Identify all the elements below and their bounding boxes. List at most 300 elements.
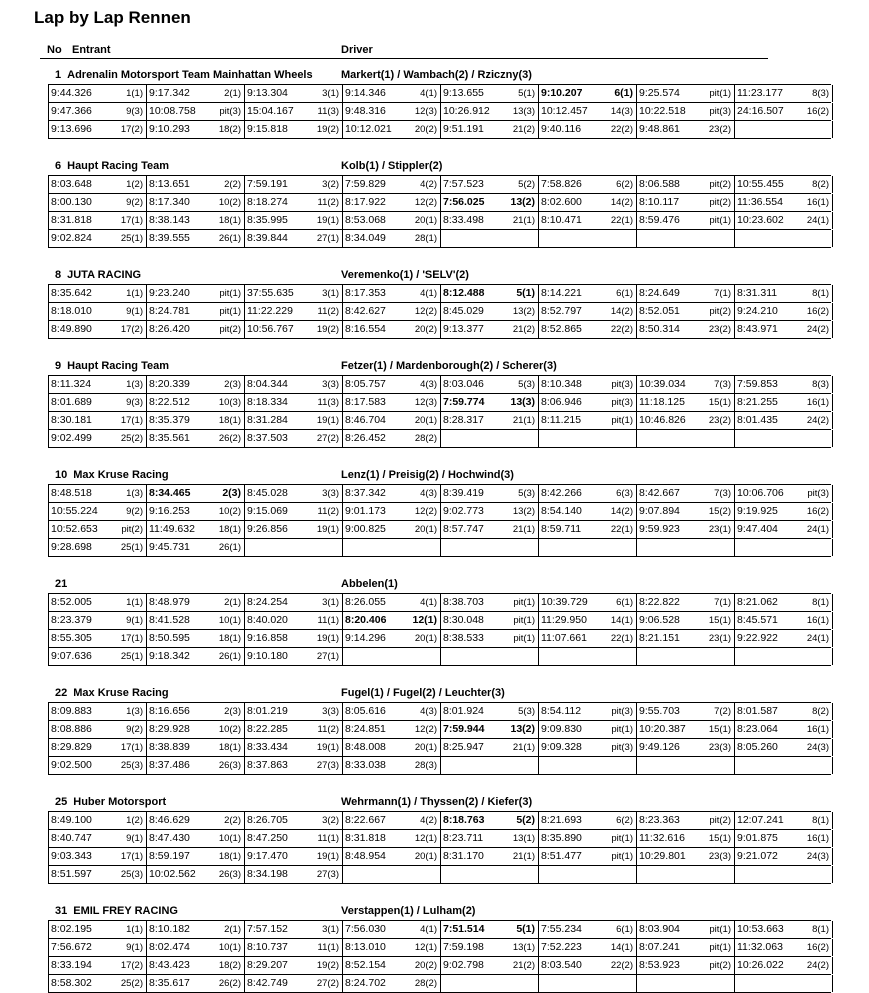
lap-cell xyxy=(735,812,833,829)
entry-entrant xyxy=(55,578,73,590)
lap-number: 24(2) xyxy=(806,960,829,971)
lap-cell xyxy=(147,648,245,665)
lap-time: 8:54.140 xyxy=(541,505,582,517)
lap-cell-empty xyxy=(539,648,637,665)
lap-cell xyxy=(147,939,245,956)
lap-cell xyxy=(343,721,441,738)
lap-cell xyxy=(637,485,735,502)
lap-time: 9:14.296 xyxy=(345,632,386,644)
lap-time: 7:59.944 xyxy=(443,723,485,735)
lap-number: 23(1) xyxy=(708,524,731,535)
lap-time: 9:03.343 xyxy=(51,850,92,862)
lap-number: 23(3) xyxy=(708,851,731,862)
lap-cell-empty xyxy=(539,866,637,883)
lap-time: 8:18.763 xyxy=(443,814,485,826)
lap-number: 4(1) xyxy=(420,924,437,935)
lap-cell xyxy=(147,630,245,647)
lap-number: 6(1) xyxy=(616,924,633,935)
lap-number: 17(2) xyxy=(120,124,143,135)
lap-number: 7(1) xyxy=(714,597,731,608)
lap-time: 10:55.455 xyxy=(737,178,784,190)
lap-cell xyxy=(245,103,343,120)
lap-cell xyxy=(539,303,637,320)
lap-time: 8:45.571 xyxy=(737,614,778,626)
lap-number: 18(1) xyxy=(218,851,241,862)
lap-time: 8:35.890 xyxy=(541,832,582,844)
lap-row xyxy=(49,921,831,939)
lap-number: pit(3) xyxy=(611,742,633,753)
column-header-entrant: Entrant xyxy=(72,44,111,56)
lap-cell xyxy=(539,503,637,520)
lap-cell xyxy=(539,848,637,865)
lap-cell-best xyxy=(441,812,539,829)
lap-cell xyxy=(735,85,833,102)
entry-drivers: Verstappen(1) / Lulham(2) xyxy=(341,905,476,917)
lap-number: 12(3) xyxy=(414,397,437,408)
lap-time: 8:42.749 xyxy=(247,977,288,989)
lap-cell xyxy=(735,376,833,393)
lap-number: 5(1) xyxy=(518,88,535,99)
lap-cell xyxy=(735,612,833,629)
lap-time: 8:26.705 xyxy=(247,814,288,826)
lap-time: 8:11.324 xyxy=(51,378,92,390)
lap-number: 15(2) xyxy=(708,506,731,517)
lap-number: 16(1) xyxy=(806,615,829,626)
lap-cell xyxy=(343,194,441,211)
lap-time: 9:10.293 xyxy=(149,123,190,135)
lap-number: 13(1) xyxy=(512,833,535,844)
lap-cell xyxy=(735,957,833,974)
lap-number: 10(3) xyxy=(218,397,241,408)
lap-cell xyxy=(539,521,637,538)
lap-number: 12(2) xyxy=(414,506,437,517)
lap-number: 20(1) xyxy=(414,633,437,644)
lap-time: 11:32.616 xyxy=(639,832,685,844)
lap-time: 8:16.656 xyxy=(149,705,190,717)
lap-time: 9:00.825 xyxy=(345,523,386,535)
entry-team: Haupt Racing Team xyxy=(67,160,169,172)
entry-drivers: Markert(1) / Wambach(2) / Rziczny(3) xyxy=(341,69,532,81)
lap-number: 4(1) xyxy=(420,597,437,608)
lap-time: 10:39.729 xyxy=(541,596,588,608)
lap-cell xyxy=(441,830,539,847)
lap-number: pit(2) xyxy=(121,524,143,535)
lap-time: 8:18.334 xyxy=(247,396,288,408)
lap-time: 8:45.028 xyxy=(247,487,288,499)
entry-number: 9 xyxy=(55,360,62,372)
entry-entrant xyxy=(55,69,313,81)
lap-number: pit(2) xyxy=(709,306,731,317)
lap-number: 9(2) xyxy=(126,724,143,735)
lap-number: 5(2) xyxy=(516,814,535,826)
lap-number: 23(1) xyxy=(708,633,731,644)
lap-cell-empty xyxy=(343,539,441,556)
entry-header xyxy=(0,905,869,919)
lap-time: 9:18.342 xyxy=(149,650,190,662)
entry-drivers: Fugel(1) / Fugel(2) / Leuchter(3) xyxy=(341,687,505,699)
lap-cell-empty xyxy=(735,539,833,556)
lap-number: 2(3) xyxy=(222,487,241,499)
lap-number: 19(1) xyxy=(316,415,339,426)
entry-drivers: Abbelen(1) xyxy=(341,578,398,590)
lap-row xyxy=(49,848,831,866)
lap-time: 8:30.048 xyxy=(443,614,484,626)
lap-time: 9:02.499 xyxy=(51,432,92,444)
lap-row xyxy=(49,594,831,612)
lap-cell-empty xyxy=(735,230,833,247)
lap-time: 8:58.302 xyxy=(51,977,92,989)
lap-number: 3(3) xyxy=(322,488,339,499)
lap-cell xyxy=(147,830,245,847)
lap-time: 9:48.861 xyxy=(639,123,680,135)
entry-number: 10 xyxy=(55,469,68,481)
lap-row xyxy=(49,176,831,194)
lap-time: 9:24.210 xyxy=(737,305,778,317)
lap-cell xyxy=(735,939,833,956)
lap-grid xyxy=(48,284,831,339)
lap-cell xyxy=(637,376,735,393)
lap-time: 8:42.627 xyxy=(345,305,386,317)
lap-number: 26(1) xyxy=(218,542,241,553)
lap-number: 18(2) xyxy=(218,124,241,135)
entry-team: Haupt Racing Team xyxy=(67,360,169,372)
lap-cell xyxy=(147,85,245,102)
lap-time: 9:59.923 xyxy=(639,523,680,535)
lap-cell xyxy=(735,521,833,538)
lap-cell-empty xyxy=(539,757,637,774)
lap-cell-empty xyxy=(441,430,539,447)
lap-time: 8:23.711 xyxy=(443,832,484,844)
lap-time: 8:46.629 xyxy=(149,814,190,826)
lap-cell xyxy=(147,303,245,320)
lap-cell xyxy=(147,721,245,738)
lap-time: 7:59.198 xyxy=(443,941,484,953)
lap-time: 8:38.533 xyxy=(443,632,484,644)
lap-time: 8:29.207 xyxy=(247,959,288,971)
lap-number: 19(1) xyxy=(316,742,339,753)
lap-cell-empty xyxy=(441,975,539,992)
lap-cell xyxy=(147,521,245,538)
lap-cell-empty xyxy=(637,757,735,774)
lap-cell xyxy=(245,921,343,938)
lap-time: 8:29.928 xyxy=(149,723,190,735)
lap-time: 8:39.555 xyxy=(149,232,190,244)
lap-row xyxy=(49,103,831,121)
lap-number: 3(1) xyxy=(322,88,339,99)
lap-cell xyxy=(245,848,343,865)
lap-number: 21(2) xyxy=(512,960,535,971)
entry-number: 31 xyxy=(55,905,68,917)
entry-team: Adrenalin Motorsport Team Mainhattan Wheels xyxy=(67,69,313,81)
lap-time: 8:17.353 xyxy=(345,287,386,299)
lap-cell xyxy=(735,503,833,520)
lap-time: 8:47.430 xyxy=(149,832,190,844)
lap-cell xyxy=(343,757,441,774)
lap-cell xyxy=(245,521,343,538)
lap-cell xyxy=(637,703,735,720)
lap-row xyxy=(49,830,831,848)
lap-cell-best xyxy=(441,921,539,938)
lap-time: 9:28.698 xyxy=(51,541,92,553)
lap-cell xyxy=(539,939,637,956)
lap-time: 8:14.221 xyxy=(541,287,582,299)
lap-number: 3(2) xyxy=(322,179,339,190)
lap-time: 8:07.241 xyxy=(639,941,680,953)
lap-time: 11:18.125 xyxy=(639,396,685,408)
lap-cell xyxy=(49,394,147,411)
lap-time: 8:55.305 xyxy=(51,632,92,644)
lap-number: 12(2) xyxy=(414,306,437,317)
lap-cell xyxy=(735,176,833,193)
lap-number: 5(2) xyxy=(518,179,535,190)
lap-cell xyxy=(539,594,637,611)
lap-cell xyxy=(49,194,147,211)
lap-time: 8:49.890 xyxy=(51,323,92,335)
lap-cell xyxy=(441,103,539,120)
lap-cell xyxy=(441,630,539,647)
lap-time: 8:01.435 xyxy=(737,414,778,426)
lap-cell xyxy=(343,412,441,429)
lap-time: 8:01.219 xyxy=(247,705,288,717)
lap-time: 8:26.420 xyxy=(149,323,190,335)
lap-number: 17(1) xyxy=(120,633,143,644)
lap-number: 27(3) xyxy=(316,869,339,880)
lap-number: 18(1) xyxy=(218,415,241,426)
lap-number: 8(1) xyxy=(812,597,829,608)
lap-time: 8:22.667 xyxy=(345,814,386,826)
lap-time: 8:09.883 xyxy=(51,705,92,717)
lap-cell xyxy=(343,376,441,393)
lap-cell xyxy=(49,103,147,120)
lap-number: 20(2) xyxy=(414,124,437,135)
lap-time: 9:13.304 xyxy=(247,87,288,99)
lap-time: 8:22.822 xyxy=(639,596,680,608)
lap-time: 8:02.474 xyxy=(149,941,190,953)
lap-cell xyxy=(245,612,343,629)
lap-cell-empty xyxy=(637,230,735,247)
lap-number: 4(3) xyxy=(420,379,437,390)
lap-cell xyxy=(539,921,637,938)
lap-cell xyxy=(245,503,343,520)
lap-time: 9:09.328 xyxy=(541,741,582,753)
entry-entrant xyxy=(55,269,141,281)
lap-cell xyxy=(343,176,441,193)
lap-number: 20(1) xyxy=(414,215,437,226)
lap-grid xyxy=(48,702,831,775)
lap-cell xyxy=(343,103,441,120)
lap-time: 10:29.801 xyxy=(639,850,686,862)
lap-time: 9:10.180 xyxy=(247,650,288,662)
lap-time: 10:08.758 xyxy=(149,105,196,117)
lap-number: 24(2) xyxy=(806,324,829,335)
lap-number: 26(1) xyxy=(218,233,241,244)
lap-time: 8:47.250 xyxy=(247,832,288,844)
entry-number: 21 xyxy=(55,578,68,590)
entry-header xyxy=(0,69,869,83)
lap-cell xyxy=(735,103,833,120)
lap-number: 11(1) xyxy=(317,833,339,844)
lap-number: 2(1) xyxy=(224,88,241,99)
lap-cell xyxy=(441,612,539,629)
lap-number: 28(3) xyxy=(414,760,437,771)
lap-number: 25(2) xyxy=(120,433,143,444)
lap-cell xyxy=(637,412,735,429)
lap-number: 18(1) xyxy=(218,215,241,226)
lap-number: 20(2) xyxy=(414,960,437,971)
lap-number: 26(2) xyxy=(218,978,241,989)
lap-cell xyxy=(245,648,343,665)
entry-drivers: Veremenko(1) / 'SELV'(2) xyxy=(341,269,469,281)
lap-cell xyxy=(245,412,343,429)
lap-cell xyxy=(539,703,637,720)
lap-number: pit(3) xyxy=(709,106,731,117)
lap-time: 8:38.839 xyxy=(149,741,190,753)
lap-number: 12(2) xyxy=(414,724,437,735)
lap-cell xyxy=(343,975,441,992)
lap-number: 14(2) xyxy=(610,306,633,317)
lap-time: 8:23.363 xyxy=(639,814,680,826)
lap-time: 7:51.514 xyxy=(443,923,485,935)
lap-cell-best xyxy=(539,85,637,102)
lap-time: 9:48.316 xyxy=(345,105,386,117)
lap-time: 9:10.207 xyxy=(541,87,583,99)
lap-number: 3(3) xyxy=(322,379,339,390)
lap-cell xyxy=(49,430,147,447)
lap-time: 7:57.152 xyxy=(247,923,288,935)
lap-time: 8:45.029 xyxy=(443,305,484,317)
lap-number: 4(2) xyxy=(420,815,437,826)
lap-cell xyxy=(49,703,147,720)
lap-cell xyxy=(245,975,343,992)
lap-cell xyxy=(49,521,147,538)
lap-cell xyxy=(245,230,343,247)
lap-cell xyxy=(637,285,735,302)
lap-cell xyxy=(245,739,343,756)
lap-time: 8:24.702 xyxy=(345,977,386,989)
lap-time: 8:48.008 xyxy=(345,741,386,753)
lap-cell xyxy=(147,230,245,247)
lap-cell xyxy=(735,594,833,611)
lap-row xyxy=(49,630,831,648)
lap-time: 8:04.344 xyxy=(247,378,288,390)
lap-number: 4(1) xyxy=(420,288,437,299)
lap-time: 8:03.540 xyxy=(541,959,582,971)
lap-time: 10:46.826 xyxy=(639,414,686,426)
lap-cell xyxy=(245,303,343,320)
lap-number: 27(2) xyxy=(316,978,339,989)
lap-number: pit(1) xyxy=(513,633,535,644)
lap-time: 8:24.851 xyxy=(345,723,386,735)
lap-cell xyxy=(735,848,833,865)
lap-cell xyxy=(49,866,147,883)
lap-cell xyxy=(343,321,441,338)
lap-time: 8:43.971 xyxy=(737,323,778,335)
lap-time: 7:59.853 xyxy=(737,378,778,390)
lap-number: 19(1) xyxy=(316,633,339,644)
lap-number: 6(1) xyxy=(616,288,633,299)
lap-number: 9(2) xyxy=(126,506,143,517)
lap-number: 4(3) xyxy=(420,706,437,717)
lap-number: 18(1) xyxy=(218,742,241,753)
lap-number: 12(2) xyxy=(414,197,437,208)
lap-time: 9:45.731 xyxy=(149,541,190,553)
lap-time: 8:35.379 xyxy=(149,414,190,426)
lap-cell xyxy=(441,521,539,538)
lap-cell xyxy=(441,739,539,756)
lap-cell xyxy=(147,957,245,974)
lap-number: 16(2) xyxy=(806,306,829,317)
lap-time: 10:26.022 xyxy=(737,959,784,971)
lap-time: 8:37.503 xyxy=(247,432,288,444)
lap-time: 8:18.010 xyxy=(51,305,92,317)
lap-row xyxy=(49,939,831,957)
lap-cell xyxy=(49,303,147,320)
lap-time: 10:02.562 xyxy=(149,868,196,880)
lap-row xyxy=(49,648,831,666)
lap-number: 15(1) xyxy=(708,397,731,408)
lap-number: 1(3) xyxy=(126,379,143,390)
lap-row xyxy=(49,521,831,539)
entry-number: 1 xyxy=(55,69,62,81)
lap-time: 8:01.587 xyxy=(737,705,778,717)
lap-cell xyxy=(245,430,343,447)
lap-number: 21(1) xyxy=(512,524,535,535)
lap-number: pit(1) xyxy=(709,215,731,226)
lap-time: 7:56.030 xyxy=(345,923,386,935)
lap-number: 9(1) xyxy=(126,306,143,317)
lap-time: 9:55.703 xyxy=(639,705,680,717)
lap-cell xyxy=(147,321,245,338)
lap-cell-best xyxy=(441,285,539,302)
lap-time: 8:42.266 xyxy=(541,487,582,499)
lap-number: 17(2) xyxy=(120,960,143,971)
lap-cell-empty xyxy=(441,648,539,665)
lap-number: pit(3) xyxy=(611,397,633,408)
lap-time: 7:58.826 xyxy=(541,178,582,190)
lap-time: 7:56.025 xyxy=(443,196,485,208)
lap-cell xyxy=(735,212,833,229)
lap-cell xyxy=(49,412,147,429)
lap-time: 8:33.498 xyxy=(443,214,484,226)
lap-time: 8:03.648 xyxy=(51,178,92,190)
lap-cell xyxy=(441,303,539,320)
lap-cell xyxy=(735,394,833,411)
lap-time: 8:06.588 xyxy=(639,178,680,190)
lap-cell xyxy=(539,321,637,338)
lap-number: 15(1) xyxy=(708,724,731,735)
lap-time: 8:48.518 xyxy=(51,487,92,499)
lap-cell xyxy=(147,212,245,229)
lap-cell xyxy=(147,757,245,774)
lap-number: 2(1) xyxy=(224,597,241,608)
entry-header xyxy=(0,687,869,701)
lap-time: 10:12.021 xyxy=(345,123,392,135)
lap-time: 8:26.452 xyxy=(345,432,386,444)
lap-cell-best xyxy=(343,612,441,629)
lap-time: 8:39.419 xyxy=(443,487,484,499)
lap-cell xyxy=(637,121,735,138)
lap-number: 19(1) xyxy=(316,851,339,862)
lap-number: 2(3) xyxy=(224,379,241,390)
lap-number: pit(2) xyxy=(219,324,241,335)
lap-time: 8:30.181 xyxy=(51,414,92,426)
entry-header xyxy=(0,160,869,174)
entry-drivers: Fetzer(1) / Mardenborough(2) / Scherer(3) xyxy=(341,360,557,372)
lap-number: 24(3) xyxy=(806,742,829,753)
lap-time: 8:28.317 xyxy=(443,414,484,426)
lap-number: 9(1) xyxy=(126,615,143,626)
lap-cell xyxy=(343,630,441,647)
